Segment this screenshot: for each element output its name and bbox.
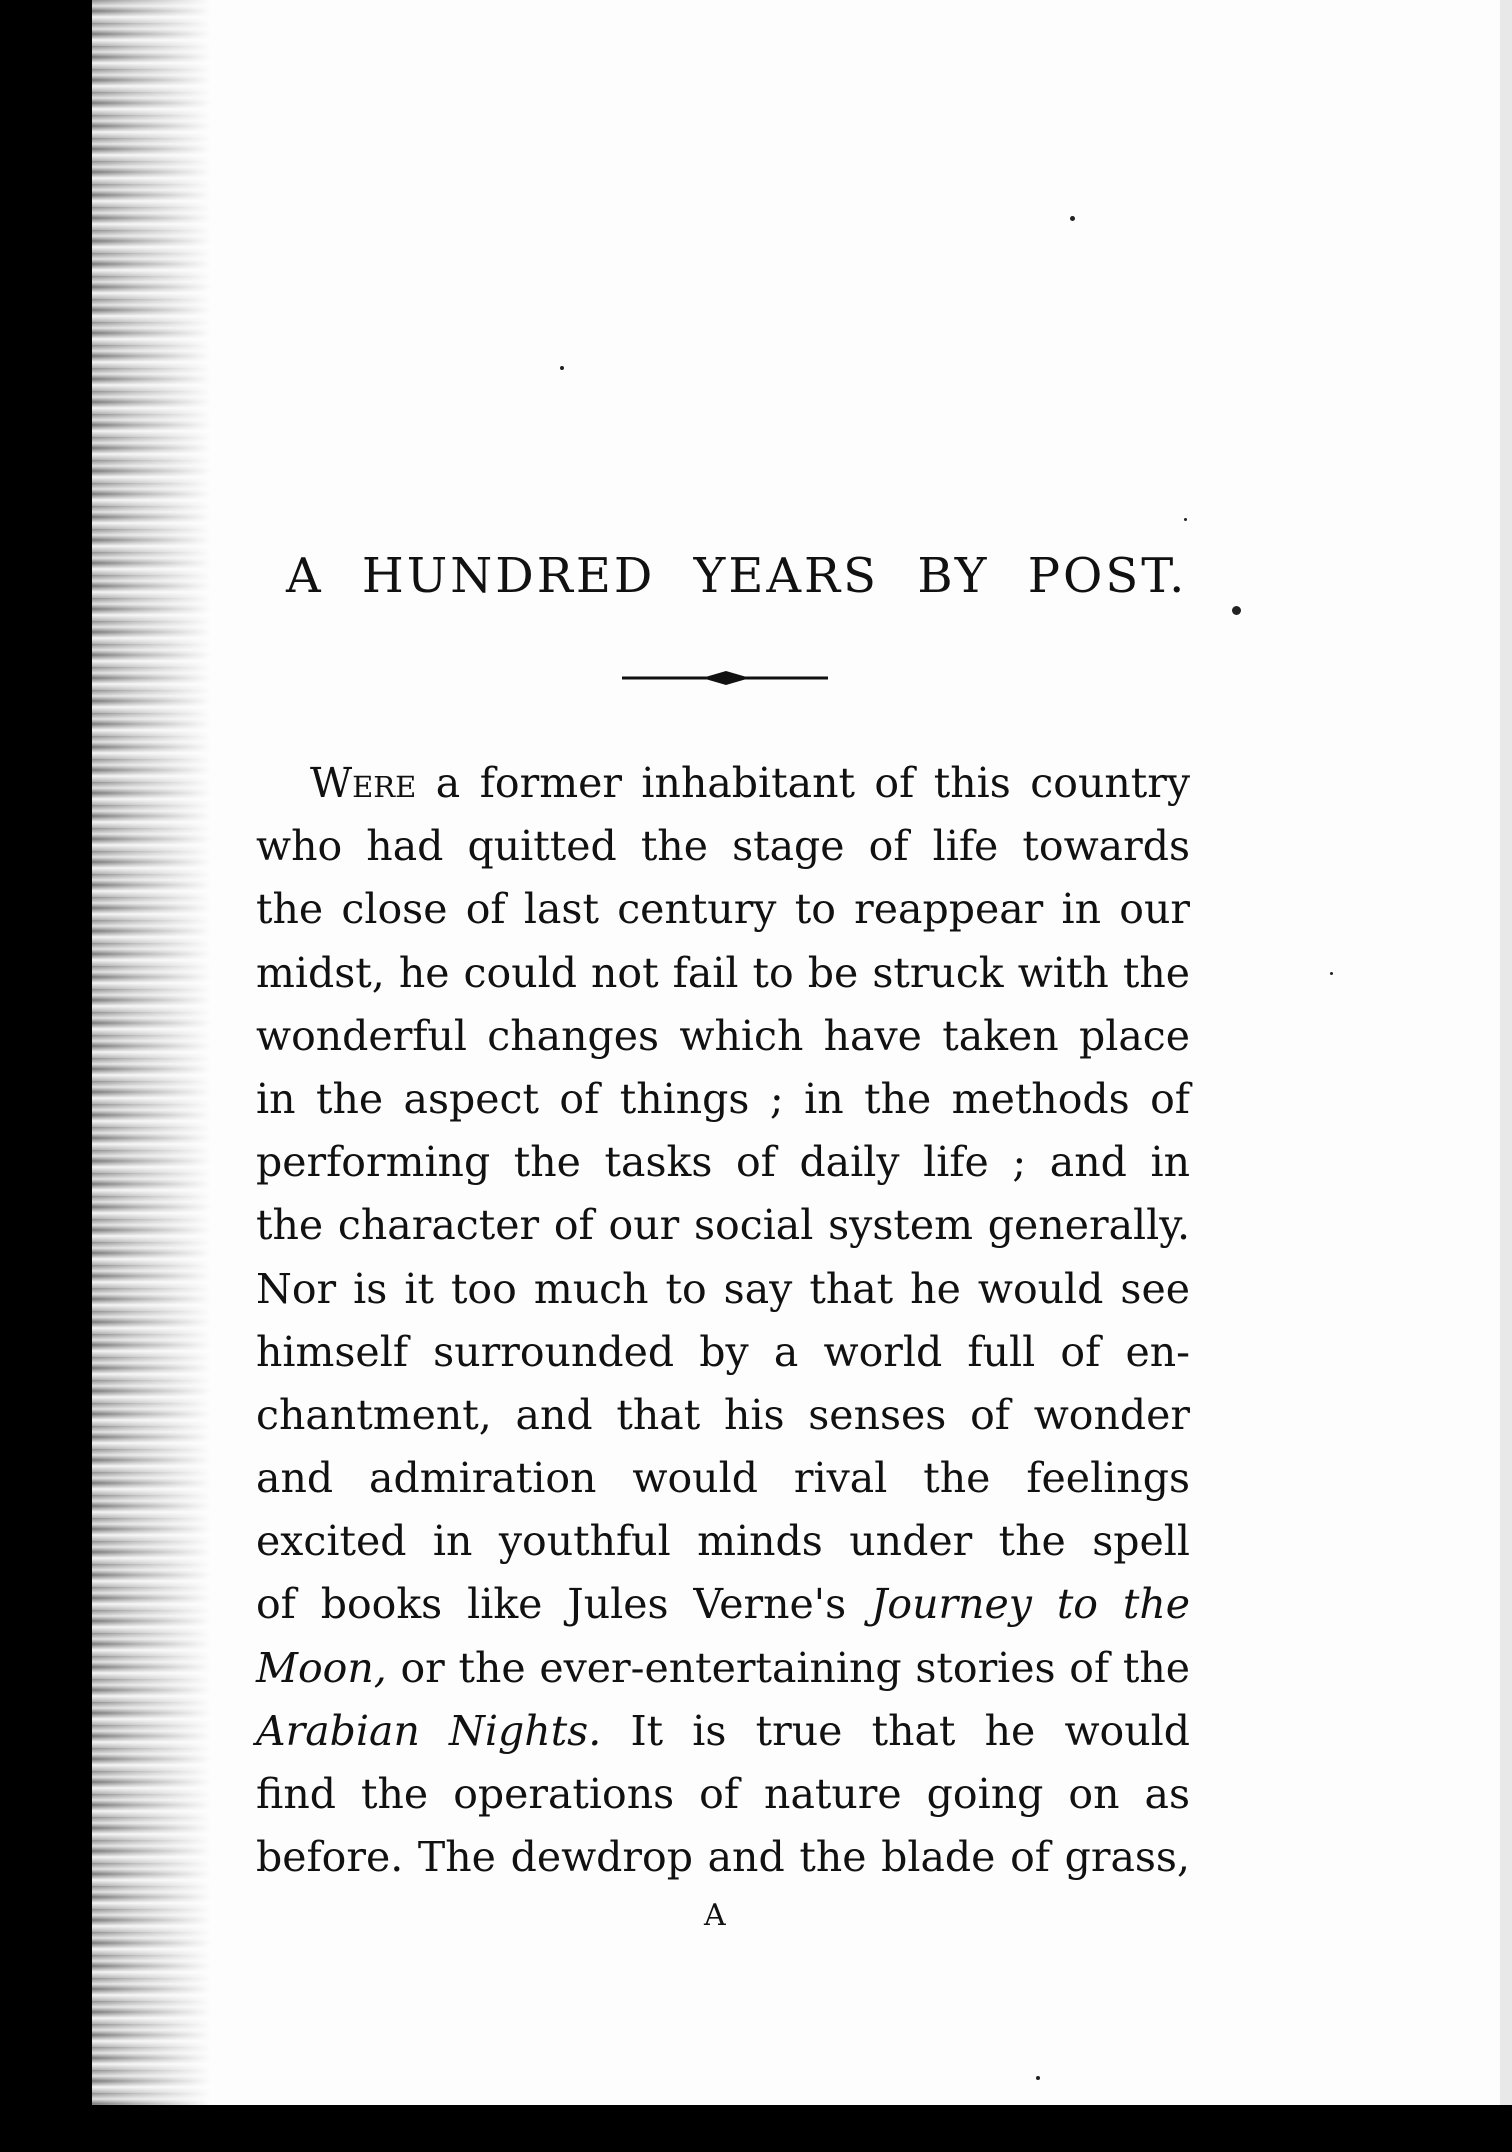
text-segment: of books like Jules Verne's: [256, 1580, 871, 1629]
text-line: [256, 878, 1190, 941]
text-segment: Were: [310, 759, 417, 807]
text-segment: find the operations of nature going on as: [256, 1770, 1190, 1818]
text-segment: a former inhabitant of this country: [416, 759, 1190, 807]
text-segment: performing the tasks of daily life ; and in: [256, 1138, 1190, 1187]
binding-edge-shadow: [0, 0, 92, 2152]
text-line: [256, 752, 1190, 815]
text-segment: excited in youthful minds under the spell: [256, 1517, 1190, 1566]
signature-mark: A: [704, 1898, 726, 1933]
text-line: [256, 1826, 1190, 1889]
text-line: [256, 1321, 1190, 1384]
dust-speck: [560, 366, 564, 370]
dust-speck: [1036, 2076, 1040, 2080]
text-line: [256, 815, 1190, 878]
text-segment: himself surrounded by a world full of en-: [256, 1327, 1190, 1376]
dust-speck: [1330, 972, 1333, 975]
text-segment: the close of last century to reappear in our: [256, 885, 1190, 934]
text-segment: It is true that he would: [601, 1706, 1190, 1755]
dust-speck: [1184, 518, 1187, 521]
text-line: [256, 942, 1190, 1005]
text-line: [256, 1573, 1190, 1636]
text-line: [256, 1384, 1190, 1447]
body-paragraph: [256, 752, 1190, 1889]
text-segment: who had quitted the stage of life towards: [256, 822, 1190, 871]
text-segment: before. The dewdrop and the blade of grass,: [256, 1833, 1190, 1882]
dust-speck: [1070, 216, 1075, 221]
text-line: [256, 1068, 1190, 1131]
text-segment: Arabian Nights.: [256, 1706, 602, 1755]
text-segment: midst, he could not fail to be struck with the: [256, 948, 1190, 997]
right-page-edge: [1500, 0, 1512, 2152]
text-line: [256, 1763, 1190, 1826]
page-title: A HUNDRED YEARS BY POST.: [286, 548, 1188, 604]
text-segment: chantment, and that his senses of wonder: [256, 1390, 1190, 1439]
text-segment: Journey to the: [871, 1580, 1191, 1629]
bottom-scan-edge: [0, 2105, 1512, 2152]
text-segment: Nor is it too much to say that he would see: [256, 1264, 1190, 1313]
text-line: [256, 1637, 1190, 1700]
text-line: [256, 1700, 1190, 1763]
text-segment: wonderful changes which have taken place: [256, 1011, 1190, 1060]
text-line: [256, 1447, 1190, 1510]
text-line: [256, 1510, 1190, 1573]
text-segment: in the aspect of things ; in the methods of: [256, 1074, 1190, 1123]
text-segment: the character of our social system generally.: [256, 1201, 1190, 1250]
dust-speck: [1232, 606, 1241, 615]
text-segment: Moon,: [256, 1643, 387, 1692]
binding-gutter-noise: [92, 0, 212, 2152]
title-ornament-rule: [622, 666, 828, 690]
text-segment: and admiration would rival the feelings: [256, 1454, 1190, 1503]
text-line: [256, 1194, 1190, 1257]
text-line: [256, 1258, 1190, 1321]
text-line: [256, 1005, 1190, 1068]
text-segment: or the ever-entertaining stories of the: [386, 1643, 1190, 1692]
text-line: [256, 1131, 1190, 1194]
